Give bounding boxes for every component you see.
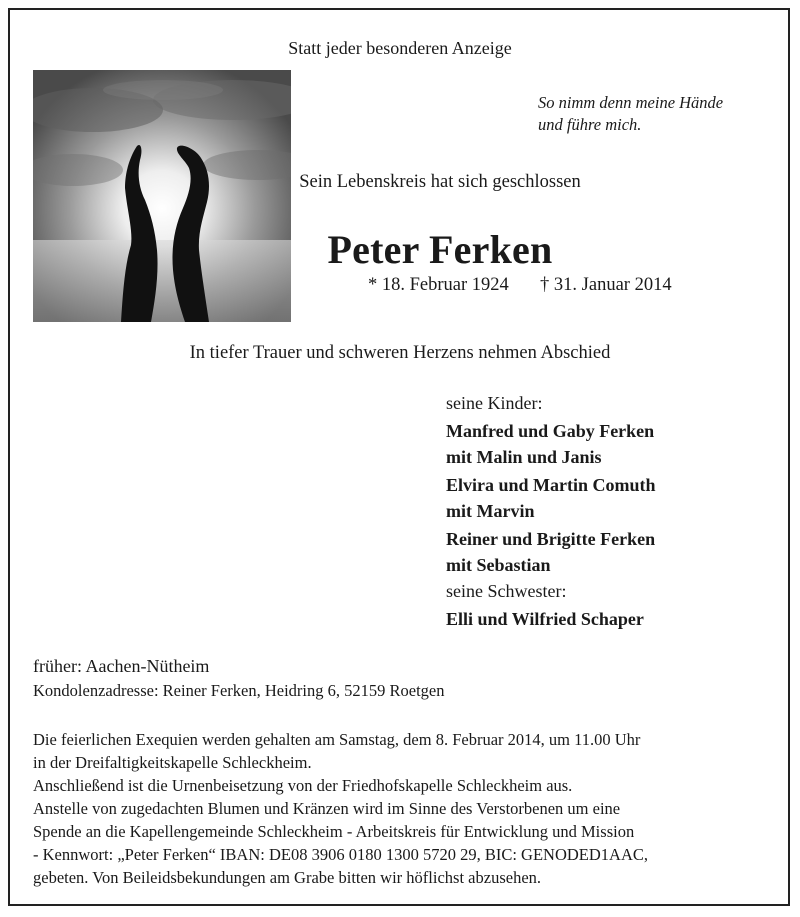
child-1-name: Manfred und Gaby Ferken: [446, 421, 655, 441]
details-line: gebeten. Von Beileidsbekundungen am Grabe bitten wir höflichst abzusehen.: [33, 868, 542, 887]
deceased-name: Peter Ferken: [327, 227, 553, 272]
quote: [538, 92, 723, 136]
family-list: [446, 390, 656, 632]
mourning-line: In tiefer Trauer und schweren Herzens nehmen Abschied: [189, 343, 611, 363]
service-details: [33, 728, 648, 889]
quote-line-2: und führe mich.: [538, 115, 642, 134]
life-dates: [368, 275, 672, 296]
subtitle: Sein Lebenskreis hat sich geschlossen: [299, 172, 581, 192]
child-2-name: Elvira und Martin Comuth: [446, 475, 656, 495]
child-1-kids: mit Malin und Janis: [446, 447, 602, 467]
former-residence: früher: Aachen-Nütheim: [33, 656, 210, 676]
quote-line-1: So nimm denn meine Hände: [538, 93, 724, 112]
child-3-name: Reiner und Brigitte Ferken: [446, 529, 656, 549]
details-line: in der Dreifaltigkeitskapelle Schleckheim.: [33, 753, 312, 772]
condolence-address: Kondolenzadresse: Reiner Ferken, Heidring 6, 52159 Roetgen: [33, 681, 445, 700]
details-line: Die feierlichen Exequien werden gehalten am Samstag, dem 8. Februar 2014, um 11.00 Uhr: [33, 730, 641, 749]
header-line: Statt jeder besonderen Anzeige: [288, 38, 512, 58]
hands-sky-image: [33, 70, 291, 322]
children-label: seine Kinder:: [446, 393, 543, 413]
child-3-kids: mit Sebastian: [446, 555, 551, 575]
details-line: - Kennwort: „Peter Ferken“ IBAN: DE08 3906 0180 1300 5720 29, BIC: GENODED1AAC,: [33, 845, 649, 864]
birth-date: * 18. Februar 1924: [368, 275, 509, 295]
child-2-kids: mit Marvin: [446, 501, 535, 521]
details-line: Spende an die Kapellengemeinde Schleckheim - Arbeitskreis für Entwicklung und Mission: [33, 822, 635, 841]
details-line: Anschließend ist die Urnenbeisetzung von der Friedhofskapelle Schleckheim aus.: [33, 776, 573, 795]
hands-photo: [33, 70, 291, 322]
death-date: † 31. Januar 2014: [540, 275, 672, 295]
sister-label: seine Schwester:: [446, 581, 567, 601]
sister-name: Elli und Wilfried Schaper: [446, 609, 644, 629]
details-line: Anstelle von zugedachten Blumen und Kränzen wird im Sinne des Verstorbenen um eine: [33, 799, 621, 818]
